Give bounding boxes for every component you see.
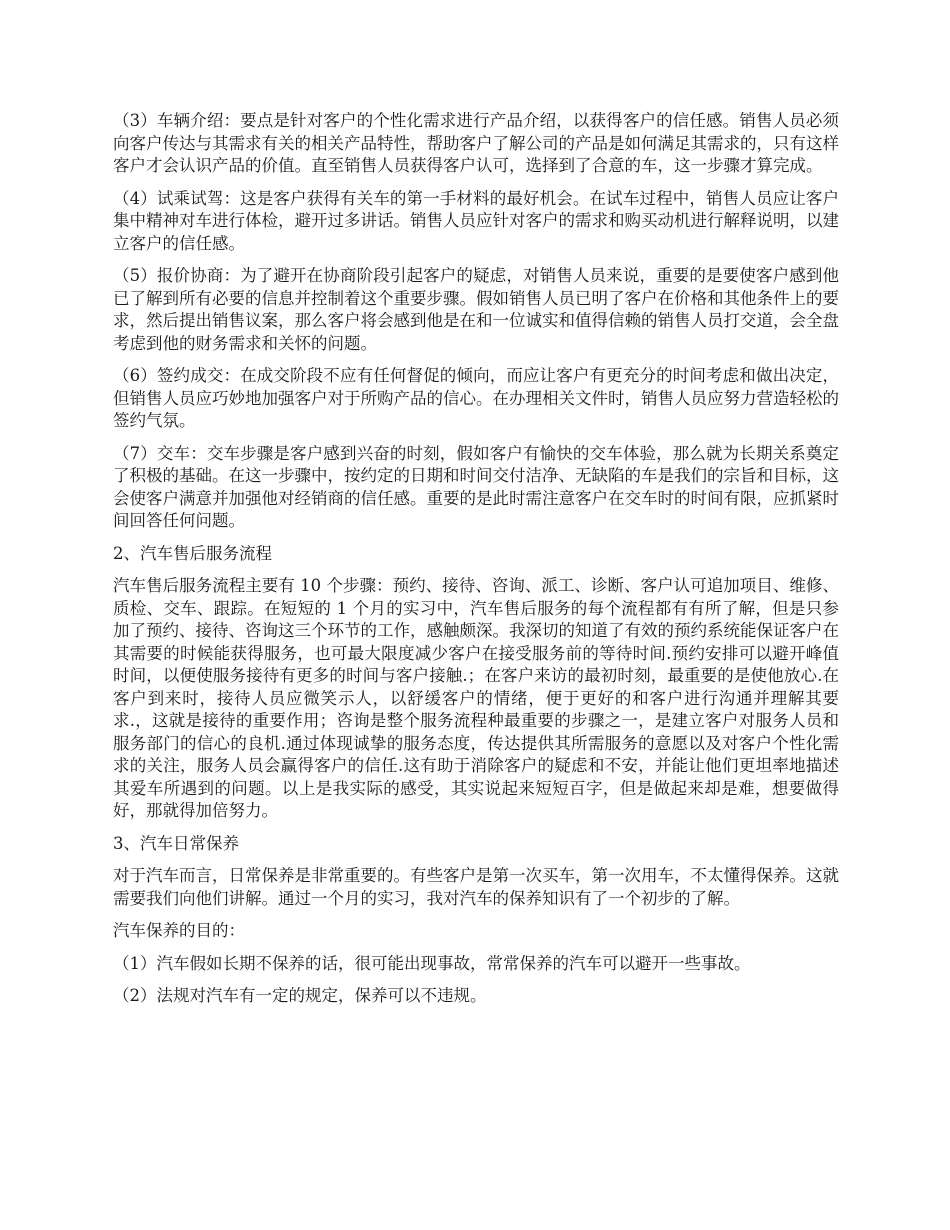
paragraph-maintenance-purpose-label: 汽车保养的目的：	[113, 921, 245, 940]
paragraph-maintenance-intro: 对于汽车而言，日常保养是非常重要的。有些客户是第一次买车，第一次用车，不太懂得保养。这就需要我们向他们讲解。通过一个月的实习，我对汽车的保养知识有了一个初步的了解。	[113, 866, 839, 908]
paragraph-vehicle-introduction: （3）车辆介绍：要点是针对客户的个性化需求进行产品介绍，以获得客户的信任感。销售人员必须向客户传达与其需求有关的相关产品特性，帮助客户了解公司的产品是如何满足其需求的，只有这样客户才会认识产品的价值。直至销售人员获得客户认可，选择到了合意的车，这一步骤才算完成。	[113, 111, 839, 175]
document-body	[113, 110, 839, 1018]
paragraph-maintenance-purpose-2: （2）法规对汽车有一定的规定，保养可以不违规。	[113, 986, 487, 1005]
paragraph-test-drive: （4）试乘试驾：这是客户获得有关车的第一手材料的最好机会。在试车过程中，销售人员应让客户集中精神对车进行体检，避开过多讲话。销售人员应针对客户的需求和购买动机进行解释说明，以建立客户的信任感。	[113, 188, 839, 253]
paragraph-after-sales-process: 汽车售后服务流程主要有 10 个步骤：预约、接待、咨询、派工、诊断、客户认可追加项目、维修、质检、交车、跟踪。在短短的 1 个月的实习中，汽车售后服务的每个流程都有有所了解，但是只参加了预约、接待、咨询这三个环节的工作，感触颇深。我深切的知道了有效的预约系统能保证客户在其需要的时候能获得服务，也可最大限度减少客户在接受服务前的等待时间.预约安排可以避开峰值时间，以便使服务接待有更多的时间与客户接触.；在客户来访的最初时刻，最重要的是使他放心.在客户到来时，接待人员应微笑示人，以舒缓客户的情绪，便于更好的和客户进行沟通并理解其要求.，这就是接待的重要作用；咨询是整个服务流程种最重要的步骤之一，是建立客户对服务人员和服务部门的信心的良机.通过体现诚挚的服务态度，传达提供其所需服务的意愿以及对客户个性化需求的关注，服务人员会赢得客户的信任.这有助于消除客户的疑虑和不安，并能让他们更坦率地描述其爱车所遇到的问题。以上是我实际的感受，其实说起来短短百字，但是做起来却是难，想要做得好，那就得加倍努力。	[113, 576, 839, 820]
section-heading-after-sales: 2、汽车售后服务流程	[113, 543, 272, 563]
paragraph-vehicle-delivery: （7）交车：交车步骤是客户感到兴奋的时刻，假如客户有愉快的交车体验，那么就为长期关系奠定了积极的基础。在这一步骤中，按约定的日期和时间交付洁净、无缺陷的车是我们的宗旨和目标，这会使客户满意并加强他对经销商的信任感。重要的是此时需注意客户在交车时的时间有限，应抓紧时间回答任何问题。	[113, 443, 839, 530]
paragraph-contract-signing: （6）签约成交：在成交阶段不应有任何督促的倾向，而应让客户有更充分的时间考虑和做出决定，但销售人员应巧妙地加强客户对于所购产品的信心。在办理相关文件时，销售人员应努力营造轻松的签约气氛。	[113, 366, 839, 430]
paragraph-maintenance-purpose-1: （1）汽车假如长期不保养的话，很可能出现事故，常常保养的汽车可以避开一些事故。	[113, 953, 751, 973]
section-heading-daily-maintenance: 3、汽车日常保养	[113, 833, 239, 853]
paragraph-price-negotiation: （5）报价协商：为了避开在协商阶段引起客户的疑虑，对销售人员来说，重要的是要使客户感到他已了解到所有必要的信息并控制着这个重要步骤。假如销售人员已明了客户在价格和其他条件上的要求，然后提出销售议案，那么客户将会感到他是在和一位诚实和值得信赖的销售人员打交道，会全盘考虑到他的财务需求和关怀的问题。	[113, 266, 839, 353]
